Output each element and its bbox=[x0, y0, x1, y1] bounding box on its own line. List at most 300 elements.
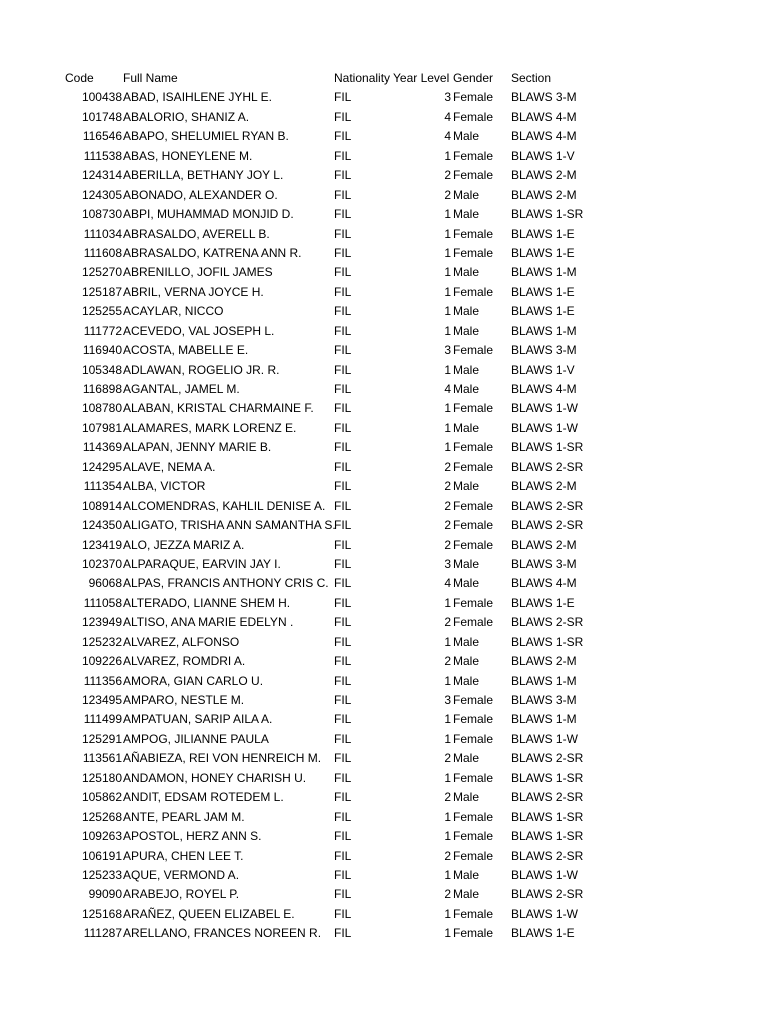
nationality-cell: FIL bbox=[334, 207, 352, 222]
code-cell: 124350 bbox=[81, 518, 122, 533]
gender-cell: Male bbox=[453, 887, 480, 902]
table-row bbox=[0, 905, 768, 924]
section-cell: BLAWS 1-SR bbox=[511, 770, 584, 785]
nationality-cell: FIL bbox=[334, 770, 352, 785]
section-cell: BLAWS 1-SR bbox=[511, 634, 584, 649]
full-name-cell: ALTERADO, LIANNE SHEM H. bbox=[123, 595, 291, 610]
nationality-cell: FIL bbox=[334, 595, 352, 610]
year-level-cell: 1 bbox=[444, 362, 451, 377]
nationality-cell: FIL bbox=[334, 362, 352, 377]
section-cell: BLAWS 2-M bbox=[511, 479, 577, 494]
year-level-cell: 1 bbox=[444, 809, 451, 824]
year-level-cell: 1 bbox=[444, 401, 451, 416]
nationality-cell: FIL bbox=[334, 90, 352, 105]
year-level-cell: 2 bbox=[444, 187, 451, 202]
full-name-cell: ALTISO, ANA MARIE EDELYN . bbox=[123, 615, 294, 630]
full-name-cell: ALVAREZ, ROMDRI A. bbox=[123, 654, 246, 669]
gender-cell: Male bbox=[453, 129, 480, 144]
gender-cell: Female bbox=[453, 731, 494, 746]
year-level-cell: 2 bbox=[444, 615, 451, 630]
nationality-cell: FIL bbox=[334, 634, 352, 649]
year-level-cell: 2 bbox=[444, 751, 451, 766]
gender-cell: Female bbox=[453, 518, 494, 533]
year-level-cell: 1 bbox=[444, 148, 451, 163]
section-cell: BLAWS 1-W bbox=[511, 420, 578, 435]
full-name-cell: ALIGATO, TRISHA ANN SAMANTHA S. bbox=[123, 518, 336, 533]
table-row bbox=[0, 652, 768, 671]
year-level-cell: 1 bbox=[444, 323, 451, 338]
table-row bbox=[0, 186, 768, 205]
code-cell: 125180 bbox=[81, 770, 122, 785]
table-row bbox=[0, 885, 768, 904]
nationality-cell: FIL bbox=[334, 615, 352, 630]
table-row bbox=[0, 924, 768, 943]
year-level-cell: 1 bbox=[444, 770, 451, 785]
table-row bbox=[0, 263, 768, 282]
gender-cell: Male bbox=[453, 556, 480, 571]
nationality-cell: FIL bbox=[334, 148, 352, 163]
data-rows bbox=[0, 88, 768, 943]
code-cell: 101748 bbox=[81, 109, 122, 124]
nationality-cell: FIL bbox=[334, 537, 352, 552]
year-level-cell: 1 bbox=[444, 304, 451, 319]
section-cell: BLAWS 1-E bbox=[511, 926, 575, 941]
table-row bbox=[0, 847, 768, 866]
gender-cell: Female bbox=[453, 615, 494, 630]
table-row bbox=[0, 205, 768, 224]
gender-cell: Male bbox=[453, 265, 480, 280]
code-cell: 111058 bbox=[83, 595, 122, 610]
section-cell: BLAWS 3-M bbox=[511, 693, 577, 707]
code-cell: 116546 bbox=[82, 129, 122, 144]
nationality-cell: FIL bbox=[334, 556, 352, 571]
table-row bbox=[0, 516, 768, 535]
code-cell: 125255 bbox=[81, 304, 122, 319]
code-cell: 125233 bbox=[81, 867, 122, 882]
year-level-cell: 1 bbox=[444, 731, 451, 746]
gender-cell: Female bbox=[453, 401, 494, 416]
section-cell: BLAWS 1-E bbox=[511, 226, 575, 241]
code-cell: 125187 bbox=[81, 284, 122, 299]
code-cell: 111034 bbox=[83, 226, 122, 241]
code-cell: 109263 bbox=[81, 829, 122, 844]
table-row bbox=[0, 536, 768, 555]
gender-cell: Female bbox=[453, 926, 494, 941]
section-cell: BLAWS 1-M bbox=[511, 712, 577, 727]
gender-cell: Female bbox=[453, 809, 494, 824]
nationality-cell: FIL bbox=[334, 848, 352, 863]
gender-cell: Female bbox=[453, 440, 494, 455]
table-row bbox=[0, 730, 768, 749]
code-cell: 124305 bbox=[81, 187, 122, 202]
full-name-cell: APURA, CHEN LEE T. bbox=[123, 848, 244, 863]
full-name-cell: ALAPAN, JENNY MARIE B. bbox=[123, 440, 272, 455]
header-row bbox=[0, 69, 768, 88]
full-name-cell: AQUE, VERMOND A. bbox=[123, 867, 240, 882]
gender-cell: Male bbox=[453, 751, 480, 766]
nationality-cell: FIL bbox=[334, 382, 352, 396]
full-name-cell: ALPAS, FRANCIS ANTHONY CRIS C. bbox=[123, 576, 329, 591]
code-cell: 108730 bbox=[81, 207, 122, 222]
table-row bbox=[0, 127, 768, 146]
gender-cell: Female bbox=[453, 770, 494, 785]
section-cell: BLAWS 2-SR bbox=[511, 459, 584, 474]
nationality-cell: FIL bbox=[334, 867, 352, 882]
year-level-cell: 3 bbox=[444, 693, 451, 707]
gender-cell: Male bbox=[453, 207, 480, 222]
gender-cell: Female bbox=[453, 459, 494, 474]
section-cell: BLAWS 4-M bbox=[511, 576, 577, 591]
section-cell: BLAWS 1-W bbox=[511, 906, 578, 921]
full-name-cell: ABALORIO, SHANIZ A. bbox=[123, 109, 250, 124]
full-name-cell: ADLAWAN, ROGELIO JR. R. bbox=[123, 362, 280, 377]
nationality-cell: FIL bbox=[334, 187, 352, 202]
nationality-cell: FIL bbox=[334, 109, 352, 124]
year-level-cell: 3 bbox=[444, 556, 451, 571]
full-name-cell: ABRENILLO, JOFIL JAMES bbox=[123, 265, 273, 280]
year-level-cell: 1 bbox=[444, 867, 451, 882]
year-level-cell: 1 bbox=[444, 265, 451, 280]
section-cell: BLAWS 2-SR bbox=[511, 498, 584, 513]
code-cell: 123495 bbox=[81, 693, 122, 707]
full-name-cell: AMPOG, JILIANNE PAULA bbox=[123, 731, 269, 746]
full-name-cell: ALABAN, KRISTAL CHARMAINE F. bbox=[123, 401, 314, 416]
nationality-cell: FIL bbox=[334, 168, 352, 183]
gender-cell: Female bbox=[453, 595, 494, 610]
full-name-cell: ACOSTA, MABELLE E. bbox=[123, 343, 249, 358]
code-cell: 96068 bbox=[88, 576, 122, 591]
table-row bbox=[0, 808, 768, 827]
year-level-cell: 2 bbox=[444, 790, 451, 805]
gender-cell: Male bbox=[453, 362, 480, 377]
section-cell: BLAWS 2-M bbox=[511, 187, 577, 202]
year-level-cell: 1 bbox=[444, 595, 451, 610]
year-level-cell: 2 bbox=[444, 654, 451, 669]
year-level-cell: 1 bbox=[444, 420, 451, 435]
full-name-cell: ALAMARES, MARK LORENZ E. bbox=[123, 420, 297, 435]
gender-cell: Female bbox=[453, 537, 494, 552]
nationality-cell: FIL bbox=[334, 440, 352, 455]
full-name-cell: AMORA, GIAN CARLO U. bbox=[123, 673, 264, 688]
nationality-cell: FIL bbox=[334, 459, 352, 474]
nationality-cell: FIL bbox=[334, 887, 352, 902]
gender-cell: Male bbox=[453, 382, 480, 396]
table-row bbox=[0, 691, 768, 710]
full-name-cell: ABRIL, VERNA JOYCE H. bbox=[123, 284, 264, 299]
code-cell: 123949 bbox=[81, 615, 122, 630]
year-level-cell: 2 bbox=[444, 887, 451, 902]
table-row bbox=[0, 497, 768, 516]
section-cell: BLAWS 3-M bbox=[511, 90, 577, 105]
table-row bbox=[0, 147, 768, 166]
table-row bbox=[0, 283, 768, 302]
gender-cell: Female bbox=[453, 284, 494, 299]
nationality-cell: FIL bbox=[334, 226, 352, 241]
code-cell: 108780 bbox=[81, 401, 122, 416]
table-row bbox=[0, 458, 768, 477]
code-cell: 113561 bbox=[82, 751, 122, 766]
table-row bbox=[0, 788, 768, 807]
gender-cell: Female bbox=[453, 226, 494, 241]
section-cell: BLAWS 1-E bbox=[511, 245, 575, 260]
code-cell: 111608 bbox=[83, 245, 122, 260]
header-gender: Gender bbox=[453, 71, 494, 85]
code-cell: 114369 bbox=[82, 440, 122, 455]
gender-cell: Male bbox=[453, 634, 480, 649]
table-row bbox=[0, 108, 768, 127]
year-level-cell: 3 bbox=[444, 343, 451, 358]
full-name-cell: ANDAMON, HONEY CHARISH U. bbox=[123, 770, 307, 785]
gender-cell: Male bbox=[453, 479, 480, 494]
gender-cell: Female bbox=[453, 693, 494, 707]
section-cell: BLAWS 1-M bbox=[511, 673, 577, 688]
table-row bbox=[0, 574, 768, 593]
table-row bbox=[0, 322, 768, 341]
table-row bbox=[0, 769, 768, 788]
nationality-cell: FIL bbox=[334, 479, 352, 494]
gender-cell: Female bbox=[453, 848, 494, 863]
full-name-cell: ABRASALDO, KATRENA ANN R. bbox=[123, 245, 302, 260]
year-level-cell: 2 bbox=[444, 498, 451, 513]
full-name-cell: ABERILLA, BETHANY JOY L. bbox=[123, 168, 284, 183]
gender-cell: Female bbox=[453, 148, 494, 163]
header-code: Code bbox=[65, 71, 94, 85]
full-name-cell: ALAVE, NEMA A. bbox=[123, 459, 216, 474]
code-cell: 125291 bbox=[81, 731, 122, 746]
nationality-cell: FIL bbox=[334, 809, 352, 824]
full-name-cell: ALBA, VICTOR bbox=[123, 479, 206, 494]
full-name-cell: ABONADO, ALEXANDER O. bbox=[123, 187, 278, 202]
table-row bbox=[0, 244, 768, 263]
gender-cell: Female bbox=[453, 168, 494, 183]
code-cell: 111356 bbox=[83, 673, 122, 688]
full-name-cell: AMPARO, NESTLE M. bbox=[123, 693, 245, 707]
full-name-cell: ARABEJO, ROYEL P. bbox=[123, 887, 240, 902]
table-row bbox=[0, 827, 768, 846]
section-cell: BLAWS 1-E bbox=[511, 304, 575, 319]
full-name-cell: AMPATUAN, SARIP AILA A. bbox=[123, 712, 273, 727]
nationality-cell: FIL bbox=[334, 693, 352, 707]
nationality-cell: FIL bbox=[334, 343, 352, 358]
section-cell: BLAWS 1-SR bbox=[511, 809, 584, 824]
full-name-cell: ABRASALDO, AVERELL B. bbox=[123, 226, 270, 241]
year-level-cell: 4 bbox=[444, 109, 451, 124]
gender-cell: Female bbox=[453, 245, 494, 260]
table-row bbox=[0, 361, 768, 380]
code-cell: 124295 bbox=[81, 459, 122, 474]
nationality-cell: FIL bbox=[334, 712, 352, 727]
nationality-cell: FIL bbox=[334, 790, 352, 805]
full-name-cell: ALO, JEZZA MARIZ A. bbox=[123, 537, 245, 552]
table-row bbox=[0, 594, 768, 613]
year-level-cell: 1 bbox=[444, 926, 451, 941]
full-name-cell: ACEVEDO, VAL JOSEPH L. bbox=[123, 323, 275, 338]
year-level-cell: 4 bbox=[444, 382, 451, 396]
code-cell: 107981 bbox=[81, 420, 122, 435]
nationality-cell: FIL bbox=[334, 401, 352, 416]
year-level-cell: 1 bbox=[444, 207, 451, 222]
table-row bbox=[0, 302, 768, 321]
section-cell: BLAWS 1-E bbox=[511, 595, 575, 610]
year-level-cell: 2 bbox=[444, 459, 451, 474]
table-row bbox=[0, 225, 768, 244]
nationality-cell: FIL bbox=[334, 265, 352, 280]
table-row bbox=[0, 438, 768, 457]
table-row bbox=[0, 88, 768, 107]
code-cell: 116940 bbox=[82, 343, 122, 358]
nationality-cell: FIL bbox=[334, 518, 352, 533]
gender-cell: Male bbox=[453, 187, 480, 202]
section-cell: BLAWS 2-SR bbox=[511, 887, 584, 902]
table-row bbox=[0, 672, 768, 691]
gender-cell: Female bbox=[453, 712, 494, 727]
header-year-level: Year Level bbox=[393, 71, 450, 85]
nationality-cell: FIL bbox=[334, 576, 352, 591]
section-cell: BLAWS 2-SR bbox=[511, 518, 584, 533]
code-cell: 123419 bbox=[81, 537, 122, 552]
section-cell: BLAWS 1-V bbox=[511, 362, 575, 377]
code-cell: 124314 bbox=[81, 168, 122, 183]
gender-cell: Male bbox=[453, 654, 480, 669]
section-cell: BLAWS 2-M bbox=[511, 537, 577, 552]
nationality-cell: FIL bbox=[334, 654, 352, 669]
gender-cell: Female bbox=[453, 90, 494, 105]
year-level-cell: 1 bbox=[444, 284, 451, 299]
section-cell: BLAWS 1-SR bbox=[511, 440, 584, 455]
nationality-cell: FIL bbox=[334, 926, 352, 941]
section-cell: BLAWS 1-V bbox=[511, 148, 575, 163]
gender-cell: Female bbox=[453, 829, 494, 844]
year-level-cell: 1 bbox=[444, 226, 451, 241]
section-cell: BLAWS 1-M bbox=[511, 323, 577, 338]
student-roster-sheet bbox=[0, 69, 768, 944]
full-name-cell: APOSTOL, HERZ ANN S. bbox=[123, 829, 262, 844]
section-cell: BLAWS 1-SR bbox=[511, 829, 584, 844]
year-level-cell: 1 bbox=[444, 245, 451, 260]
section-cell: BLAWS 3-M bbox=[511, 556, 577, 571]
section-cell: BLAWS 1-SR bbox=[511, 207, 584, 222]
gender-cell: Male bbox=[453, 304, 480, 319]
full-name-cell: ALVAREZ, ALFONSO bbox=[123, 634, 240, 649]
year-level-cell: 4 bbox=[444, 129, 451, 144]
year-level-cell: 1 bbox=[444, 440, 451, 455]
code-cell: 109226 bbox=[81, 654, 122, 669]
year-level-cell: 2 bbox=[444, 168, 451, 183]
nationality-cell: FIL bbox=[334, 129, 352, 144]
year-level-cell: 1 bbox=[444, 829, 451, 844]
full-name-cell: ARAÑEZ, QUEEN ELIZABEL E. bbox=[123, 906, 295, 921]
full-name-cell: ALPARAQUE, EARVIN JAY I. bbox=[123, 556, 281, 571]
code-cell: 100438 bbox=[81, 90, 122, 105]
year-level-cell: 4 bbox=[444, 576, 451, 591]
year-level-cell: 2 bbox=[444, 479, 451, 494]
full-name-cell: ALCOMENDRAS, KAHLIL DENISE A. bbox=[123, 498, 326, 513]
nationality-cell: FIL bbox=[334, 323, 352, 338]
section-cell: BLAWS 2-SR bbox=[511, 615, 584, 630]
section-cell: BLAWS 2-M bbox=[511, 654, 577, 669]
year-level-cell: 2 bbox=[444, 518, 451, 533]
code-cell: 105862 bbox=[81, 790, 122, 805]
gender-cell: Male bbox=[453, 867, 480, 882]
code-cell: 111499 bbox=[83, 712, 122, 727]
gender-cell: Female bbox=[453, 498, 494, 513]
section-cell: BLAWS 4-M bbox=[511, 109, 577, 124]
table-row bbox=[0, 166, 768, 185]
year-level-cell: 3 bbox=[444, 90, 451, 105]
full-name-cell: ARELLANO, FRANCES NOREEN R. bbox=[123, 926, 322, 941]
gender-cell: Male bbox=[453, 576, 480, 591]
gender-cell: Female bbox=[453, 906, 494, 921]
section-cell: BLAWS 4-M bbox=[511, 129, 577, 144]
table-row bbox=[0, 419, 768, 438]
section-cell: BLAWS 1-M bbox=[511, 265, 577, 280]
table-row bbox=[0, 749, 768, 768]
gender-cell: Male bbox=[453, 673, 480, 688]
section-cell: BLAWS 2-M bbox=[511, 168, 577, 183]
year-level-cell: 1 bbox=[444, 906, 451, 921]
header-nationality: Nationality bbox=[334, 71, 391, 85]
nationality-cell: FIL bbox=[334, 829, 352, 844]
code-cell: 125168 bbox=[81, 906, 122, 921]
nationality-cell: FIL bbox=[334, 304, 352, 319]
full-name-cell: ABAPO, SHELUMIEL RYAN B. bbox=[123, 129, 289, 144]
gender-cell: Male bbox=[453, 323, 480, 338]
full-name-cell: ANTE, PEARL JAM M. bbox=[123, 809, 245, 824]
nationality-cell: FIL bbox=[334, 284, 352, 299]
code-cell: 102370 bbox=[81, 556, 122, 571]
year-level-cell: 1 bbox=[444, 634, 451, 649]
table-row bbox=[0, 633, 768, 652]
section-cell: BLAWS 1-W bbox=[511, 867, 578, 882]
table-row bbox=[0, 380, 768, 399]
nationality-cell: FIL bbox=[334, 673, 352, 688]
nationality-cell: FIL bbox=[334, 751, 352, 766]
code-cell: 116898 bbox=[82, 382, 122, 396]
nationality-cell: FIL bbox=[334, 245, 352, 260]
section-cell: BLAWS 1-E bbox=[511, 284, 575, 299]
full-name-cell: AGANTAL, JAMEL M. bbox=[123, 382, 240, 396]
table-row bbox=[0, 613, 768, 632]
nationality-cell: FIL bbox=[334, 731, 352, 746]
section-cell: BLAWS 2-SR bbox=[511, 751, 584, 766]
section-cell: BLAWS 2-SR bbox=[511, 848, 584, 863]
full-name-cell: ABAD, ISAIHLENE JYHL E. bbox=[123, 90, 272, 105]
nationality-cell: FIL bbox=[334, 906, 352, 921]
full-name-cell: ACAYLAR, NICCO bbox=[123, 304, 224, 319]
full-name-cell: ABPI, MUHAMMAD MONJID D. bbox=[123, 207, 294, 222]
code-cell: 111538 bbox=[83, 148, 122, 163]
gender-cell: Female bbox=[453, 109, 494, 124]
table-row bbox=[0, 710, 768, 729]
year-level-cell: 1 bbox=[444, 712, 451, 727]
year-level-cell: 2 bbox=[444, 537, 451, 552]
gender-cell: Male bbox=[453, 420, 480, 435]
code-cell: 125232 bbox=[81, 634, 122, 649]
code-cell: 106191 bbox=[81, 848, 122, 863]
code-cell: 108914 bbox=[81, 498, 122, 513]
table-row bbox=[0, 866, 768, 885]
full-name-cell: ABAS, HONEYLENE M. bbox=[123, 148, 253, 163]
table-row bbox=[0, 399, 768, 418]
full-name-cell: ANDIT, EDSAM ROTEDEM L. bbox=[123, 790, 284, 805]
header-section: Section bbox=[511, 71, 552, 85]
full-name-cell: AÑABIEZA, REI VON HENREICH M. bbox=[123, 751, 322, 766]
code-cell: 111287 bbox=[83, 926, 122, 941]
gender-cell: Female bbox=[453, 343, 494, 358]
nationality-cell: FIL bbox=[334, 420, 352, 435]
table-row bbox=[0, 555, 768, 574]
gender-cell: Male bbox=[453, 790, 480, 805]
